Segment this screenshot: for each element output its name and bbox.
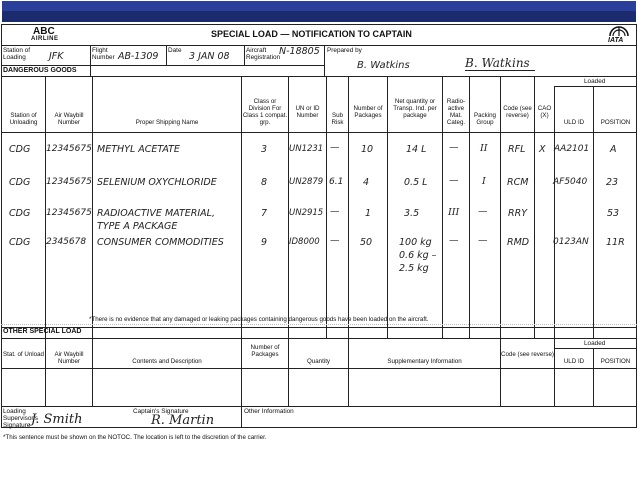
- row3-un: UN2915: [289, 208, 324, 218]
- footnote: *This sentence must be shown on the NOTOC. The location is left to the discretion of the carrier.: [3, 434, 267, 441]
- row1-psn: METHYL ACETATE: [97, 144, 180, 155]
- row4-num: 50: [360, 237, 373, 248]
- captain-signature-label: Captain's Signature: [133, 408, 189, 415]
- title-bar-band-bottom: [2, 11, 636, 22]
- dg-col-pos: POSITION: [600, 119, 631, 126]
- row4-awb: 2345678: [46, 237, 87, 247]
- row3-psn-line2: TYPE A PACKAGE: [97, 221, 178, 232]
- row1-pos: A: [610, 144, 617, 155]
- station-of-loading-label: Station of Loading: [3, 47, 31, 61]
- row4-station: CDG: [9, 237, 31, 248]
- row4-sub: —: [330, 235, 340, 246]
- flight-number-label: Flight Number: [92, 47, 115, 61]
- row3-station: CDG: [9, 208, 31, 219]
- captain-signature: R. Martin: [151, 413, 215, 428]
- prepared-by-signature: B. Watkins: [465, 56, 530, 70]
- row4-net-line3: 2.5 kg: [399, 263, 429, 274]
- other-col-supp: Supplementary Information: [387, 358, 462, 365]
- dg-col-num: Number of Packages: [353, 105, 383, 119]
- row1-net: 14 L: [406, 144, 427, 155]
- supervisor-signature-label: Loading Supervisor's Signature: [3, 408, 38, 429]
- row3-pg: —: [478, 206, 488, 217]
- row1-cao: X: [539, 144, 546, 155]
- dg-col-awb: Air Waybill Number: [54, 112, 84, 126]
- prepared-by-label: Prepared by: [327, 47, 362, 54]
- row1-uld: AA2101: [554, 144, 590, 154]
- dg-loaded-label: Loaded: [584, 78, 606, 85]
- other-col-awb: Air Waybill Number: [54, 351, 84, 365]
- row1-radio: —: [449, 142, 459, 153]
- dg-col-station: Station of Unloading: [9, 112, 38, 126]
- row3-class: 7: [261, 208, 268, 219]
- title-bar: [0, 0, 638, 24]
- other-col-qty: Quantity: [306, 358, 331, 365]
- row3-awb: 12345675: [46, 208, 92, 218]
- airline-sub: AIRLINE: [31, 36, 59, 42]
- other-col-station: Stat. of Unload: [3, 351, 44, 358]
- dg-col-un: UN or ID Number: [295, 105, 320, 119]
- row1-un: UN1231: [289, 144, 324, 154]
- row4-un: ID8000: [289, 237, 320, 247]
- row2-awb: 12345675: [46, 177, 92, 187]
- other-information-label: Other Information: [244, 408, 294, 415]
- row4-net: 100 kg: [399, 237, 432, 248]
- row4-class: 9: [261, 237, 268, 248]
- row2-num: 4: [363, 177, 370, 188]
- prepared-by-name: B. Watkins: [357, 60, 410, 71]
- supervisor-signature: J. Smith: [31, 412, 83, 427]
- dg-col-sub: Sub Risk: [331, 112, 344, 126]
- row1-class: 3: [261, 144, 268, 155]
- row2-pos: 23: [606, 177, 619, 188]
- airline-name: ABC: [33, 26, 55, 37]
- other-loaded-label: Loaded: [584, 340, 606, 347]
- row4-uld: 0123AN: [553, 237, 589, 247]
- other-col-contents: Contents and Description: [132, 358, 202, 365]
- row2-code: RCM: [507, 177, 529, 188]
- row3-sub: —: [330, 206, 340, 217]
- row1-sub: —: [330, 142, 340, 153]
- other-col-uld: ULD ID: [563, 358, 585, 365]
- form-title: SPECIAL LOAD — NOTIFICATION TO CAPTAIN: [211, 29, 412, 39]
- row2-radio: —: [449, 175, 459, 186]
- dg-col-class: Class or Division For Class 1 compat. grp.: [242, 98, 288, 126]
- other-col-pos: POSITION: [600, 358, 631, 365]
- row3-code: RRY: [508, 208, 528, 219]
- row2-uld: AF5040: [553, 177, 588, 187]
- row2-net: 0.5 L: [404, 177, 428, 188]
- iata-logo: [607, 26, 631, 51]
- other-col-code: Code (see reverse): [501, 351, 554, 358]
- dg-col-code: Code (see reverse): [503, 105, 532, 119]
- iata-text: IATA: [608, 37, 624, 44]
- row4-pg: —: [478, 235, 488, 246]
- dg-col-pg: Packing Group: [473, 112, 496, 126]
- notoc-form: [1, 24, 637, 452]
- row2-sub: 6.1: [329, 177, 344, 187]
- aircraft-registration-value: N-18805: [279, 46, 320, 57]
- date-label: Date: [168, 47, 182, 54]
- row4-pos: 11R: [606, 237, 625, 248]
- row2-station: CDG: [9, 177, 31, 188]
- station-of-loading-value: JFK: [49, 51, 64, 62]
- row3-net: 3.5: [404, 208, 420, 219]
- evidence-note: *There is no evidence that any damaged or leaking packages containing dangerous goods have been loaded on the aircraft.: [89, 316, 429, 323]
- row2-psn: SELENIUM OXYCHLORIDE: [97, 177, 217, 188]
- row3-radio: III: [448, 207, 460, 218]
- row3-psn: RADIOACTIVE MATERIAL,: [97, 208, 215, 219]
- dangerous-goods-title: DANGEROUS GOODS: [3, 67, 77, 74]
- row4-code: RMD: [507, 237, 530, 248]
- dg-col-net: Net quantity or Transp. Ind. per package: [393, 98, 437, 119]
- row2-pg: I: [482, 176, 486, 187]
- row1-awb: 12345675: [46, 144, 92, 154]
- other-special-load-title: OTHER SPECIAL LOAD: [3, 328, 82, 335]
- other-col-num: Number of Packages: [250, 344, 280, 358]
- date-value: 3 JAN 08: [189, 51, 230, 62]
- flight-number-value: AB-1309: [118, 51, 159, 62]
- row1-num: 10: [361, 144, 374, 155]
- row3-pos: 53: [607, 208, 620, 219]
- row1-pg: II: [480, 143, 488, 154]
- row4-net-line2: 0.6 kg –: [399, 250, 437, 261]
- row2-class: 8: [261, 177, 268, 188]
- row4-psn: CONSUMER COMMODITIES: [97, 237, 224, 248]
- row1-station: CDG: [9, 144, 31, 155]
- aircraft-registration-label: Aircraft Registration: [246, 47, 281, 61]
- row4-radio: —: [449, 235, 459, 246]
- row2-un: UN2879: [289, 177, 324, 187]
- dg-col-psn: Proper Shipping Name: [135, 119, 199, 126]
- row3-num: 1: [365, 208, 372, 219]
- dg-col-radio: Radio-active Mat. Categ.: [446, 98, 466, 126]
- title-bar-band-top: [2, 1, 636, 11]
- dg-col-cao: CAO (X): [537, 105, 552, 119]
- row1-code: RFL: [508, 144, 526, 155]
- dg-col-uld: ULD ID: [563, 119, 585, 126]
